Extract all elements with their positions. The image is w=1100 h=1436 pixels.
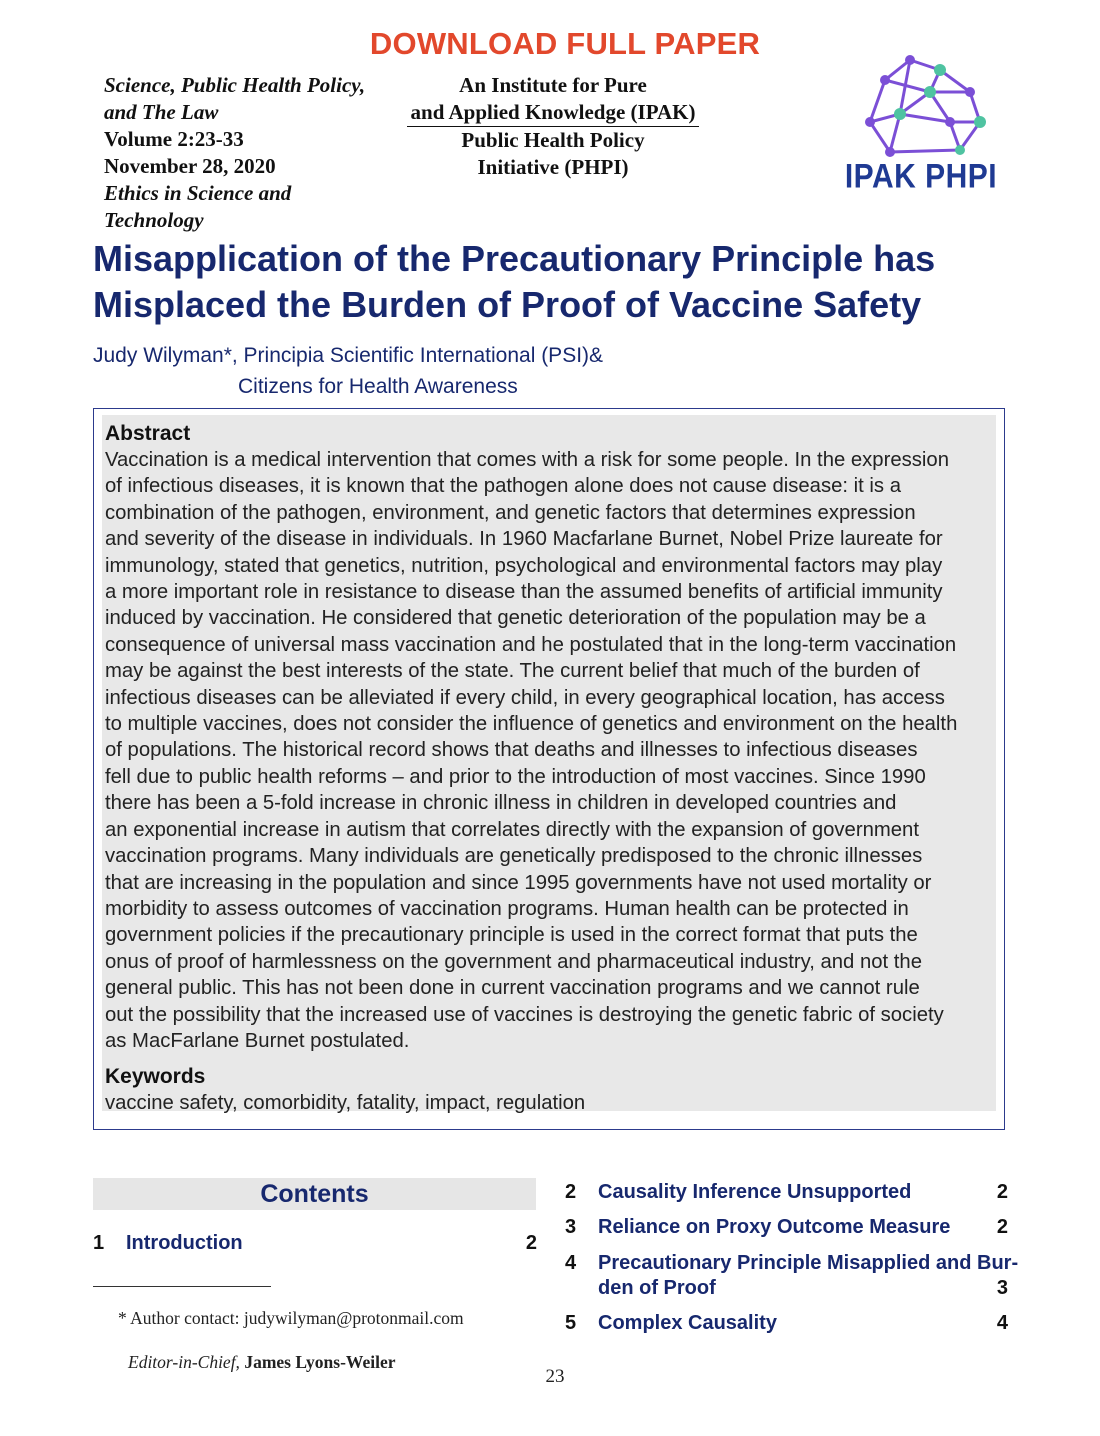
abstract-line: vaccination programs. Many individuals are genetically predisposed to the chronic illnesses xyxy=(105,845,923,868)
abstract-line: that are increasing in the population and since 1995 governments have not used mortality or xyxy=(105,871,932,894)
toc-link-introduction[interactable]: Introduction xyxy=(126,1232,243,1254)
toc-link-precautionary-principle-cont[interactable]: den of Proof xyxy=(598,1277,716,1299)
abstract-line: Vaccination is a medical intervention that comes with a risk for some people. In the expression xyxy=(105,449,949,471)
journal-section-line1: Ethics in Science and xyxy=(104,181,292,205)
toc-link-precautionary-principle[interactable]: Precautionary Principle Misapplied and Bur- xyxy=(598,1252,1019,1274)
toc-num: 1 xyxy=(93,1232,105,1254)
journal-volume: Volume 2:23-33 xyxy=(104,127,244,151)
toc-link-proxy-outcome[interactable]: Reliance on Proxy Outcome Measure xyxy=(598,1216,951,1238)
abstract-line: an exponential increase in autism that correlates directly with the expansion of government xyxy=(105,818,919,841)
toc-link-causality-inference[interactable]: Causality Inference Unsupported xyxy=(598,1181,912,1203)
journal-name-line1: Science, Public Health Policy, xyxy=(104,73,366,97)
abstract-line: out the possibility that the increased use of vaccines is destroying the genetic fabric of society xyxy=(105,1003,944,1026)
logo-text: IPAK PHPI xyxy=(844,157,998,196)
abstract-line: government policies if the precautionary principle is used in the correct format that puts the xyxy=(105,924,918,947)
journal-section-line2: Technology xyxy=(104,208,204,232)
author-line1: Judy Wilyman*, Principia Scientific International (PSI)& xyxy=(93,344,604,367)
abstract-heading: Abstract xyxy=(105,422,191,445)
abstract-line: and severity of the disease in individuals. In 1960 Macfarlane Burnet, Nobel Prize laureate for xyxy=(105,528,943,551)
keywords-heading: Keywords xyxy=(105,1065,206,1089)
institute-line3: Public Health Policy xyxy=(461,128,645,152)
toc-page: 4 xyxy=(996,1312,1008,1334)
toc-num: 4 xyxy=(565,1252,577,1274)
abstract-body xyxy=(105,447,993,1054)
abstract-line: combination of the pathogen, environment, and genetic factors that determines expression xyxy=(105,501,916,524)
abstract-line: fell due to public health reforms – and prior to the introduction of most vaccines. Since 1990 xyxy=(105,765,926,788)
institute-line1: An Institute for Pure xyxy=(459,73,647,97)
contents-heading: Contents xyxy=(93,1178,536,1210)
institute-line2: and Applied Knowledge (IPAK) xyxy=(407,99,700,127)
author-line2: Citizens for Health Awareness xyxy=(238,375,518,398)
abstract-line: infectious diseases can be alleviated if every child, in every geographical location, has access xyxy=(105,686,945,709)
toc-page: 2 xyxy=(996,1216,1008,1238)
editor-name: James Lyons-Weiler xyxy=(244,1352,396,1372)
abstract-box xyxy=(93,408,1005,1130)
author-contact-footnote: * Author contact: judywilyman@protonmail.com xyxy=(118,1308,464,1328)
toc-num: 5 xyxy=(565,1312,577,1334)
paper-title xyxy=(93,236,1033,328)
toc-num: 3 xyxy=(565,1216,577,1238)
abstract-line: as MacFarlane Burnet postulated. xyxy=(105,1029,410,1052)
journal-info xyxy=(104,72,424,234)
toc-page: 2 xyxy=(525,1232,537,1254)
abstract-line: a more important role in resistance to disease than the assumed benefits of artificial immunity xyxy=(105,581,943,604)
abstract-line: immunology, stated that genetics, nutrition, psychological and environmental factors may play xyxy=(105,554,943,577)
toc-link-complex-causality[interactable]: Complex Causality xyxy=(598,1312,777,1334)
abstract-line: onus of proof of harmlessness on the government and pharmaceutical industry, and not the xyxy=(105,950,922,973)
abstract-line: general public. This has not been done in current vaccination programs and we cannot rule xyxy=(105,977,920,1000)
abstract-line: induced by vaccination. He considered that genetic deterioration of the population may be a xyxy=(105,607,926,630)
abstract-panel xyxy=(102,415,996,1115)
abstract-line: of infectious diseases, it is known that the pathogen alone does not cause disease: it is a xyxy=(105,475,901,498)
abstract-line: morbidity to assess outcomes of vaccination programs. Human health can be protected in xyxy=(105,897,909,920)
abstract-line: of populations. The historical record shows that deaths and illnesses to infectious diseases xyxy=(105,739,918,762)
journal-date: November 28, 2020 xyxy=(104,154,276,178)
title-line1: Misapplication of the Precautionary Principle has xyxy=(93,238,936,279)
toc-page: 2 xyxy=(996,1181,1008,1203)
abstract-line: consequence of universal mass vaccination and he postulated that in the long-term vaccination xyxy=(105,633,957,656)
abstract-line: there has been a 5-fold increase in chronic illness in children in developed countries and xyxy=(105,792,897,815)
abstract-line: may be against the best interests of the state. The current belief that much of the burden of xyxy=(105,660,920,683)
title-line2: Misplaced the Burden of Proof of Vaccine Safety xyxy=(93,284,922,325)
abstract-line: to multiple vaccines, does not consider the influence of genetics and environment on the health xyxy=(105,713,958,736)
footnote-rule xyxy=(93,1286,271,1287)
institute-info xyxy=(398,72,708,181)
download-full-paper-link[interactable]: DOWNLOAD FULL PAPER xyxy=(369,26,761,61)
institute-line4: Initiative (PHPI) xyxy=(477,155,629,179)
keywords-list: vaccine safety, comorbidity, fatality, impact, regulation xyxy=(105,1092,586,1115)
toc-page: 3 xyxy=(996,1277,1008,1299)
toc-num: 2 xyxy=(565,1181,577,1203)
journal-name-line2: and The Law xyxy=(104,100,219,124)
editor-role: Editor-in-Chief, xyxy=(128,1352,240,1372)
editor-line xyxy=(128,1352,395,1373)
page-number: 23 xyxy=(545,1366,565,1387)
